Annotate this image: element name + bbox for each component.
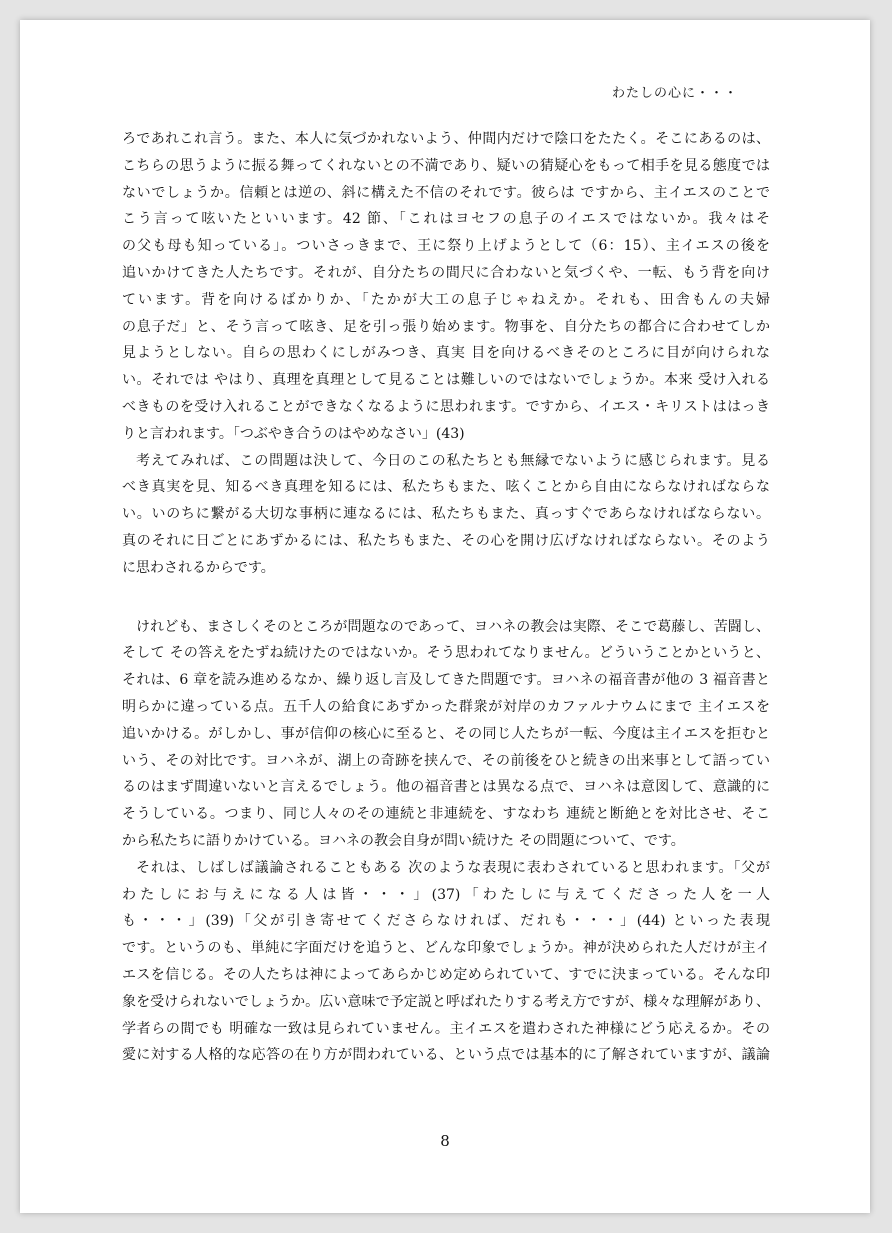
- text-line: 追いかける。がしかし、事が信仰の核心に至ると、その同じ人たちが一転、今度は主イエスを拒むと: [122, 725, 770, 742]
- paragraph-1: [122, 126, 770, 448]
- body-text: [122, 126, 770, 1069]
- text-line: ないでしょうか。信頼とは逆の、斜に構えた不信のそれです。彼らは ですから、主イエスのことで: [122, 184, 770, 201]
- text-line: い。いのちに繋がる大切な事柄に連なるには、私たちもまた、真っすぐであらなければならない。: [122, 506, 770, 523]
- text-line: いう、その対比です。ヨハネが、湖上の奇跡を挟んで、その前後をひと続きの出来事として語ってい: [122, 752, 770, 769]
- text-line: それは、しばしば議論されることもある 次のような表現に表わされていると思われます。「父が: [136, 859, 770, 876]
- running-header: わたしの心に・・・: [611, 86, 738, 101]
- text-line: 追いかけてきた人たちです。それが、自分たちの間尺に合わないと気づくや、一転、もう背を向け: [122, 264, 770, 281]
- text-line: 見ようとしない。自らの思わくにしがみつき、真実 目を向けるべきそのところに目が向けられな: [122, 345, 770, 362]
- paragraph-3: [122, 614, 770, 855]
- text-line: そして その答えをたずね続けたのではないか。そう思われてなりません。どういうことかというと、: [122, 645, 770, 662]
- text-line: 明らかに違っている点。五千人の給食にあずかった群衆が対岸のカファルナウムにまで 主イエスを: [122, 698, 770, 715]
- section-gap: [122, 582, 770, 614]
- text-line: ろであれこれ言う。また、本人に気づかれないよう、仲間内だけで陰口をたたく。そこにあるのは、: [122, 131, 770, 147]
- text-line: です。というのも、単純に字面だけを追うと、どんな印象でしょうか。神が決められた人だけが主イ: [122, 940, 770, 957]
- page-number: 8: [440, 1132, 450, 1150]
- text-line: から私たちに語りかけている。ヨハネの教会自身が問い続けた その問題について、です。: [122, 832, 685, 849]
- text-line: けれども、まさしくそのところが問題なのであって、ヨハネの教会は実際、そこで葛藤し、苦闘し、: [136, 618, 770, 635]
- text-line: るのはまず間違いないと言えるでしょう。他の福音書とは異なる点で、ヨハネは意図して、意識的に: [122, 779, 770, 796]
- text-line: 愛に対する人格的な応答の在り方が問われている、という点では基本的に了解されていますが、議論: [122, 1047, 770, 1064]
- text-line: に思わされるからです。: [122, 559, 275, 576]
- text-line: わたしにお与えになる人は皆・・・」(37)「わたしに与えてくださった人を一人: [122, 886, 770, 903]
- text-line: こう言って呟いたといいます。42 節、「これはヨセフの息子のイエスではないか。我々はそ: [122, 211, 770, 228]
- text-line: の父も母も知っている」。ついさっきまで、王に祭り上げようとして（6：15）、主イエスの後を: [122, 238, 770, 255]
- text-line: 真のそれに日ごとにあずかるには、私たちもまた、その心を開け広げなければならない。そのよう: [122, 532, 770, 549]
- paragraph-2: [122, 448, 770, 582]
- text-line: りと言われます。「つぶやき合うのはやめなさい」(43): [122, 425, 465, 442]
- document-page: [20, 20, 870, 1213]
- text-line: こちらの思うように振る舞ってくれないとの不満であり、疑いの猜疑心をもって相手を見る態度では: [122, 157, 770, 174]
- text-line: の息子だ」と、そう言って呟き、足を引っ張り始めます。物事を、自分たちの都合に合わせてしか: [122, 318, 770, 335]
- text-line: それは、6 章を読み進めるなか、繰り返し言及してきた問題です。ヨハネの福音書が他の 3 福音書と: [122, 672, 770, 689]
- text-line: 象を受けられないでしょうか。広い意味で予定説と呼ばれたりする考え方ですが、様々な理解があり、: [122, 993, 770, 1010]
- text-line: も・・・」(39)「父が引き寄せてくださらなければ、だれも・・・」(44) といった表現: [122, 913, 770, 930]
- text-line: エスを信じる。その人たちは神によってあらかじめ定められていて、すでに決まっている。そんな印: [122, 966, 770, 983]
- paragraph-4: [122, 855, 770, 1069]
- text-line: い。それでは やはり、真理を真理として見ることは難しいのではないでしょうか。本来 受け入れる: [122, 372, 770, 389]
- text-line: そうしている。つまり、同じ人々のその連続と非連続を、すなわち 連続と断絶とを対比させ、そこ: [122, 806, 770, 823]
- text-line: 考えてみれば、この問題は決して、今日のこの私たちとも無縁でないように感じられます。見る: [136, 452, 770, 469]
- text-line: べきものを受け入れることができなくなるように思われます。ですから、イエス・キリストははっき: [122, 398, 770, 415]
- text-line: 学者らの間でも 明確な一致は見られていません。主イエスを遣わされた神様にどう応えるか。その: [122, 1020, 770, 1037]
- text-line: ています。背を向けるばかりか、「たかが大工の息子じゃねえか。それも、田舎もんの夫婦: [122, 291, 770, 308]
- text-line: べき真実を見、知るべき真理を知るには、私たちもまた、呟くことから自由にならなければならな: [122, 479, 770, 496]
